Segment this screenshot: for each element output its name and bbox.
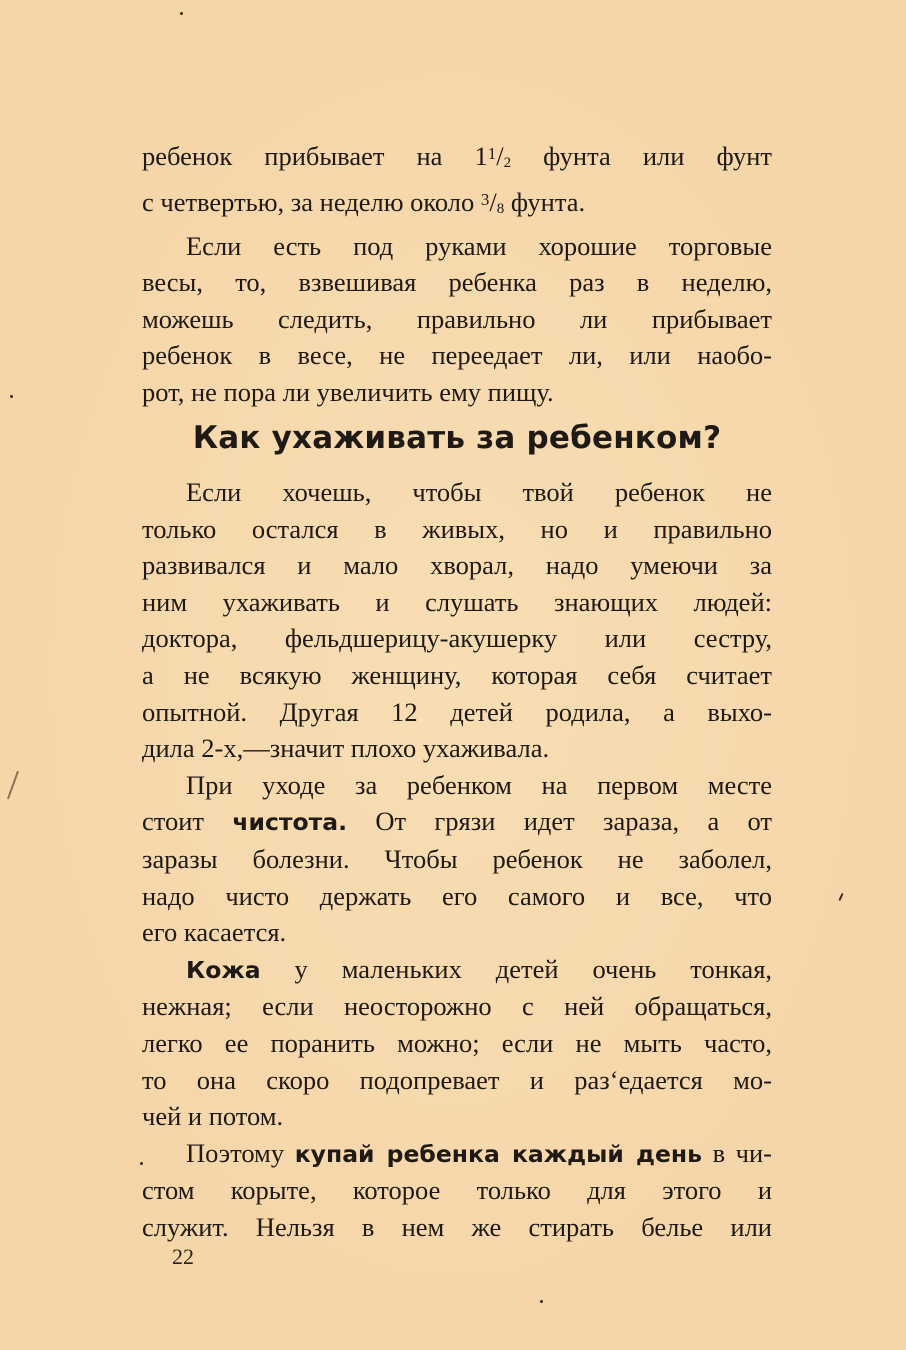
paragraph-2-line-3: можешь следить, правильно ли прибывает xyxy=(142,303,772,334)
paragraph-2-line-4: ребенок в весе, не переедает ли, или наобо- xyxy=(142,340,772,371)
paragraph-2-line-1: Если есть под руками хорошие торговые xyxy=(186,230,772,261)
page-number: 22 xyxy=(172,1244,194,1269)
paragraph-3-line-8: дила 2-х,—значит плохо ухаживала. xyxy=(142,733,550,764)
paragraph-4-line-1: При уходе за ребенком на первом месте xyxy=(186,769,772,800)
paragraph-5-line-5: чей и потом. xyxy=(142,1101,284,1132)
section-heading: Как ухаживать за ребенком? xyxy=(192,420,722,456)
paragraph-3-line-6: а не всякую женщину, которая себя считает xyxy=(142,659,772,690)
paragraph-2-line-5: рот, не пора ли увеличить ему пищу. xyxy=(142,376,554,407)
paragraph-3-line-4: ним ухаживать и слушать знающих людей: xyxy=(142,586,772,617)
paragraph-6-line-1: Поэтому купай ребенка каждый день в чи- xyxy=(186,1137,773,1168)
paragraph-5-line-3: легко ее поранить можно; если не мыть часто, xyxy=(142,1027,772,1058)
paper-speck xyxy=(540,1300,543,1303)
paragraph-3-line-1: Если хочешь, чтобы твой ребенок не xyxy=(186,477,772,507)
paragraph-1-line-1: ребенок прибывает на $1^1/2$ фунта или фунт xyxy=(142,140,772,172)
emphasis-bathe-daily: купай ребенка каждый день xyxy=(294,1139,702,1168)
paragraph-4-line-4: надо чисто держать его самого и все, что xyxy=(142,880,772,911)
paragraph-3-line-5: доктора, фельдшерицу-акушерку или сестру, xyxy=(142,623,772,654)
paper-speck xyxy=(10,395,13,398)
paragraph-2-line-2: весы, то, взвешивая ребенка раз в неделю, xyxy=(142,267,772,298)
paper-mark xyxy=(838,893,843,901)
paragraph-1-line-2: с четвертью, за неделю около $^3$/8 фунта. xyxy=(142,186,586,217)
paragraph-4-line-5: его касается. xyxy=(142,917,287,948)
paragraph-5-line-2: нежная; если неосторожно с ней обращаться, xyxy=(142,991,772,1022)
paragraph-6-line-3: служит. Нельзя в нем же стирать белье или xyxy=(142,1211,772,1242)
paragraph-6-line-2: стом корыте, которое только для этого и xyxy=(142,1175,772,1206)
paragraph-4-line-3: заразы болезни. Чтобы ребенок не заболел, xyxy=(142,843,772,874)
paragraph-5-line-1: Кожа у маленьких детей очень тонкая, xyxy=(186,953,773,984)
paper-speck xyxy=(180,12,183,15)
text-block-top xyxy=(142,136,772,411)
paragraph-3-line-7: опытной. Другая 12 детей родила, а выхо- xyxy=(142,696,772,727)
text-block-main xyxy=(142,474,772,1245)
paper-speck xyxy=(140,1162,143,1165)
emphasis-cleanliness: чистота. xyxy=(232,808,348,837)
paragraph-4-line-2: стоит чистота. От грязи идет зараза, а от xyxy=(142,806,773,837)
paragraph-5-line-4: то она скоро подопревает и раз‘едается мо- xyxy=(142,1064,772,1095)
paragraph-3-line-2: только остался в живых, но и правильно xyxy=(142,513,772,544)
paragraph-3-line-3: развивался и мало хворал, надо умеючи за xyxy=(142,550,772,581)
emphasis-skin: Кожа xyxy=(186,955,261,984)
paper-mark xyxy=(7,771,19,800)
